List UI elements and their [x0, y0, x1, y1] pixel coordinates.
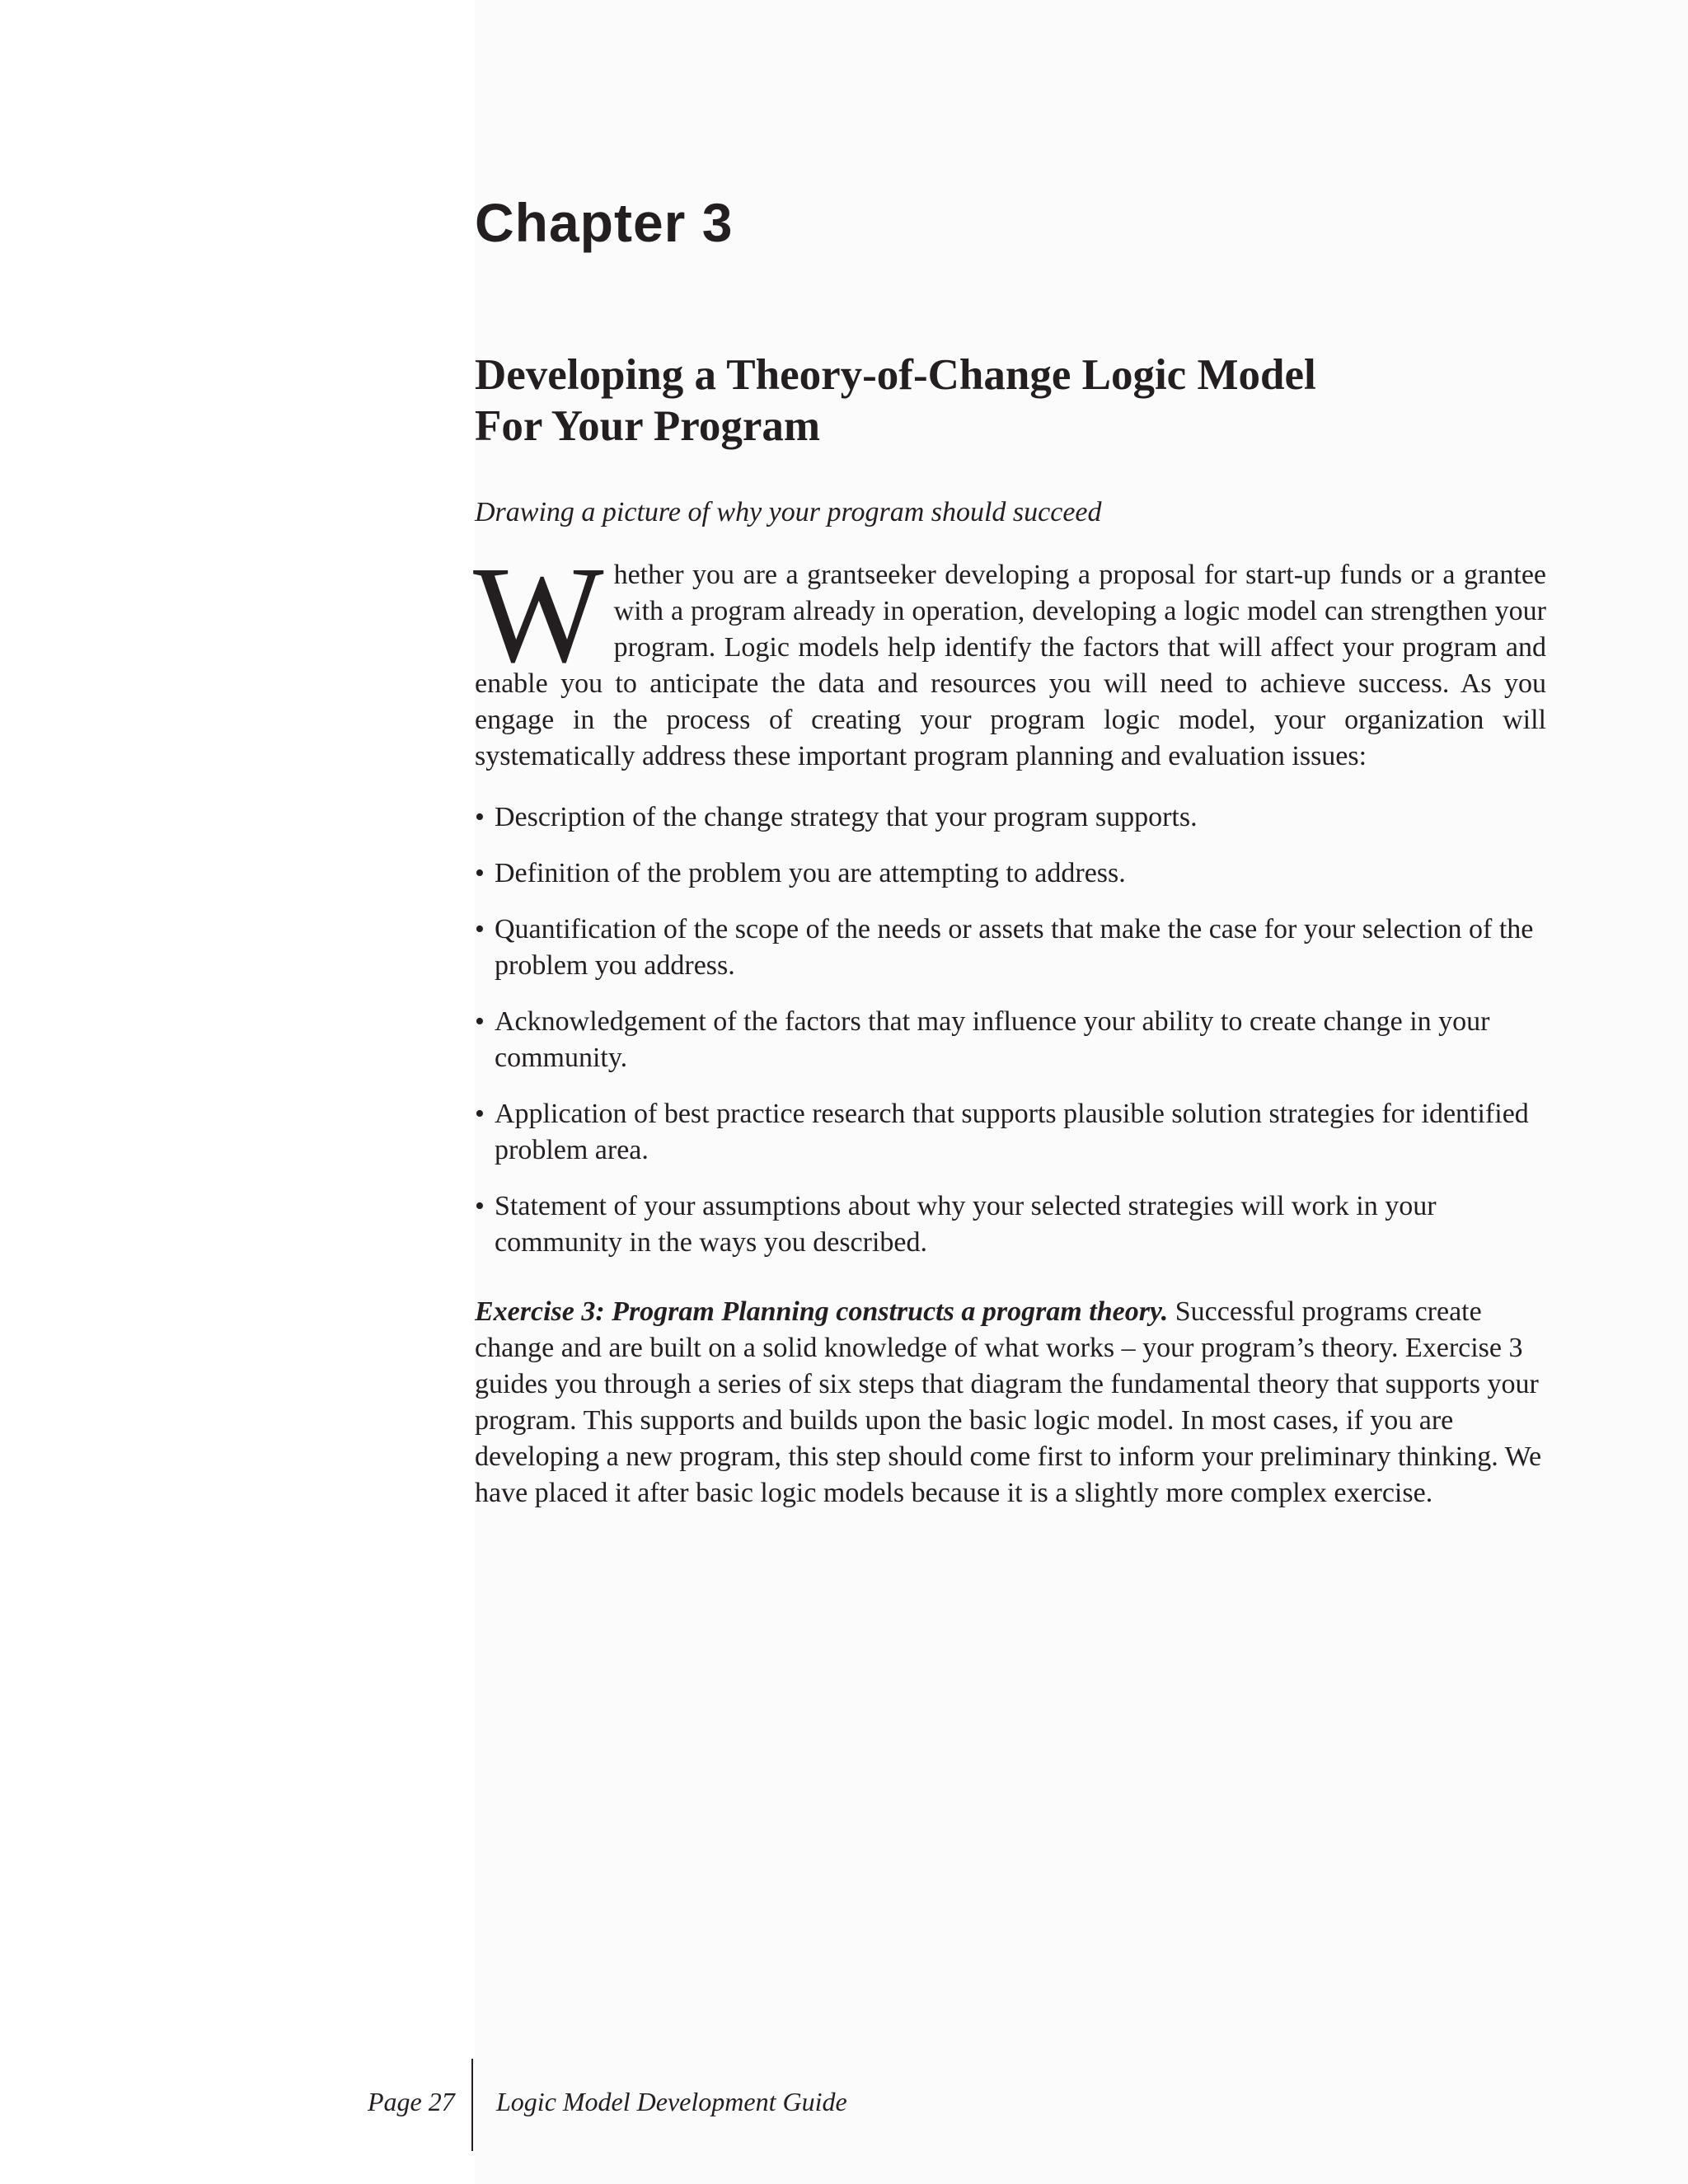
intro-text: hether you are a grantseeker developing a proposal for start-up funds or a grantee with a program already in operation, developing a logic model can strengthen your program. Logic models help identify the factors that will affect your program and enable you to anticipate the data and resources you will need to achieve success. As you engage in the process of creating your program logic model, your organization will systematically address these important program planning and evaluation issues: [475, 560, 1546, 771]
drop-cap: W [473, 538, 604, 691]
list-item-text: Description of the change strategy that your program supports. [495, 802, 1198, 832]
list-item [475, 912, 1546, 984]
section-title-line-2: For Your Program [475, 402, 821, 450]
section-subtitle: Drawing a picture of why your program should succeed [475, 497, 1102, 527]
footer-divider [471, 2059, 473, 2151]
list-item-text: Definition of the problem you are attempting to address. [495, 858, 1126, 888]
exercise-paragraph [475, 1294, 1546, 1511]
list-item [475, 1004, 1546, 1076]
list-item [475, 1096, 1546, 1169]
bullet-icon: • [475, 1191, 485, 1221]
list-item [475, 855, 1546, 892]
list-item-text: Quantification of the scope of the needs or assets that make the case for your selection of the problem you address. [495, 914, 1534, 981]
issues-list [475, 799, 1546, 1261]
list-item-text: Statement of your assumptions about why your selected strategies will work in your community in the ways you described. [495, 1191, 1437, 1258]
bullet-icon: • [475, 802, 485, 832]
chapter-heading: Chapter 3 [475, 192, 734, 253]
exercise-text: Successful programs create change and are built on a solid knowledge of what works – your program’s theory. Exercise 3 guides you through a series of six steps that diagram the fundamental theory that supports your program. This supports and builds upon the basic logic model. In most cases, if you are developing a new program, this step should come first to inform your preliminary thinking. We have placed it after basic logic models because it is a slightly more complex exercise. [475, 1296, 1542, 1508]
list-item [475, 1188, 1546, 1261]
section-title-line-1: Developing a Theory-of-Change Logic Model [475, 351, 1316, 399]
page-number: Page 27 [368, 2087, 455, 2116]
page-content [475, 190, 1546, 1511]
bullet-icon: • [475, 1099, 485, 1129]
section-title [475, 349, 1546, 452]
bullet-icon: • [475, 1006, 485, 1037]
list-item-text: Application of best practice research that supports plausible solution strategies for identified problem area. [495, 1099, 1529, 1165]
list-item [475, 799, 1546, 836]
exercise-lead: Exercise 3: Program Planning constructs a program theory. [475, 1296, 1169, 1327]
bullet-icon: • [475, 914, 485, 944]
bullet-icon: • [475, 858, 485, 888]
footer-guide-title: Logic Model Development Guide [496, 2087, 847, 2116]
list-item-text: Acknowledgement of the factors that may influence your ability to create change in your community. [495, 1006, 1490, 1073]
intro-paragraph [473, 538, 1546, 775]
